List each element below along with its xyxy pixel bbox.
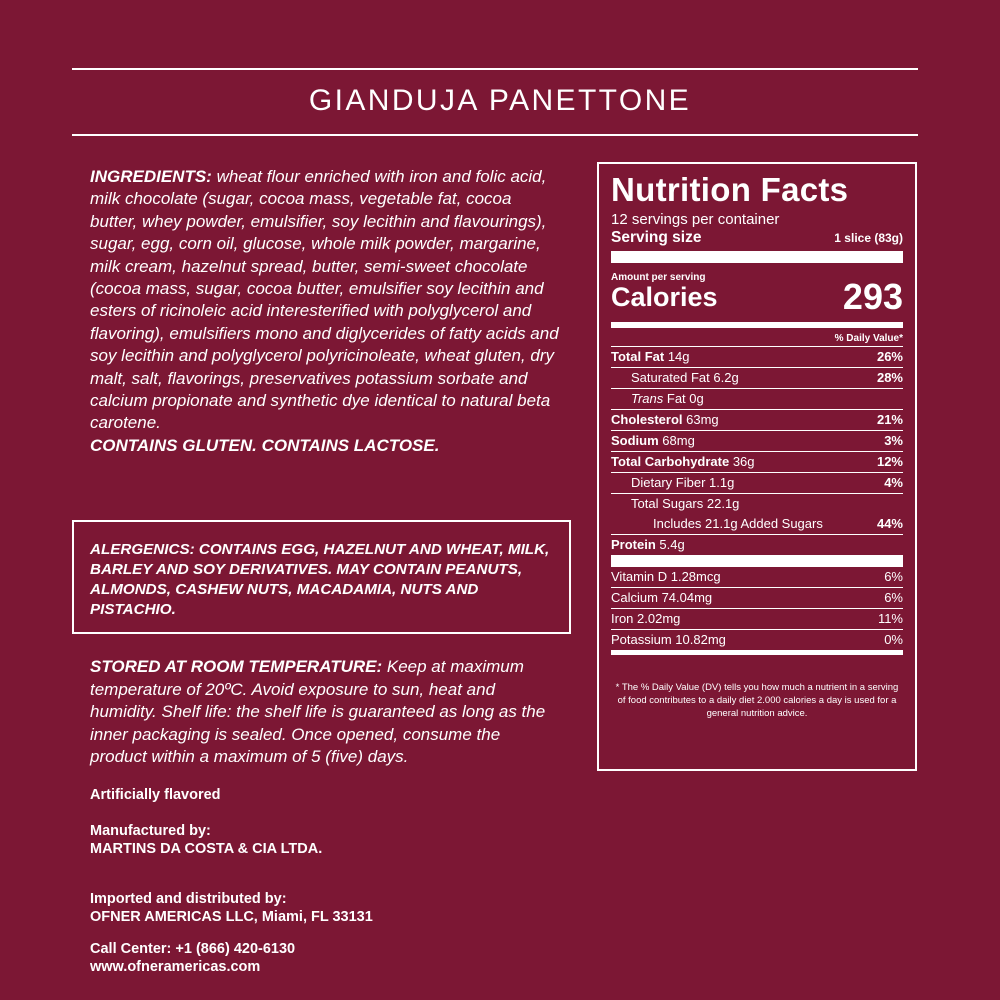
contact-block <box>90 940 295 976</box>
total-fat-amount: 14g <box>664 349 690 364</box>
calcium-label: Calcium 74.04mg <box>611 590 713 605</box>
cholesterol-label: Cholesterol <box>611 412 683 427</box>
medium-divider <box>611 322 903 328</box>
iron-dv: 11% <box>877 611 903 626</box>
sodium-label: Sodium <box>611 433 659 448</box>
iron-row <box>611 608 903 629</box>
call-center: Call Center: +1 (866) 420-6130 <box>90 941 296 957</box>
calories-label: Calories <box>611 282 718 312</box>
added-sugars-label: Includes 21.1g Added Sugars <box>653 516 823 531</box>
sodium-amount: 68mg <box>658 433 695 448</box>
manufacturer-label: Manufactured by: <box>90 823 211 839</box>
flavor-note: Artificially flavored <box>90 787 221 803</box>
thick-divider <box>611 251 903 263</box>
vitamin-d-label: Vitamin D 1.28mcg <box>611 569 721 584</box>
cholesterol-row <box>611 409 903 430</box>
thick-divider-vitamins <box>611 555 903 567</box>
importer-name: OFNER AMERICAS LLC, Miami, FL 33131 <box>90 909 373 925</box>
calcium-dv: 6% <box>884 590 903 605</box>
trans-fat-rest: Fat 0g <box>663 391 704 406</box>
cholesterol-amount: 63mg <box>682 412 719 427</box>
vitamin-d-row <box>611 567 903 587</box>
storage-text: Keep at maximum temperature of 20ºC. Avoid exposure to sun, heat and humidity. Shelf life: the shelf life is guaranteed as long as the inner packaging is sealed. Once opened, consume the product within a maximum of 5 (five) days. <box>90 657 546 767</box>
total-carb-row <box>611 451 903 472</box>
sodium-dv: 3% <box>884 433 903 448</box>
trans-fat-row <box>611 388 903 409</box>
website: www.ofneramericas.com <box>90 959 261 975</box>
footnote-divider <box>611 650 903 655</box>
added-sugars-dv: 44% <box>876 516 903 531</box>
fiber-label: Dietary Fiber 1.1g <box>631 475 735 490</box>
fiber-row <box>611 472 903 493</box>
total-carb-amount: 36g <box>729 454 755 469</box>
amount-per-serving: Amount per serving <box>611 272 706 283</box>
total-sugars-row <box>611 493 903 514</box>
total-carb-label: Total Carbohydrate <box>611 454 730 469</box>
potassium-row <box>611 629 903 650</box>
allergen-text: ALERGENICS: CONTAINS EGG, HAZELNUT AND WHEAT, MILK, BARLEY AND SOY DERIVATIVES. MAY CONTAIN PEANUTS, ALMONDS, CASHEW NUTS, MACADAMIA, NUTS AND PISTACHIO. <box>90 541 550 618</box>
manufacturer-name: MARTINS DA COSTA & CIA LTDA. <box>90 841 323 857</box>
serving-size-row <box>611 229 903 247</box>
serving-size-value: 1 slice (83g) <box>834 231 903 245</box>
calcium-row <box>611 587 903 608</box>
title-bottom-rule <box>72 134 918 136</box>
ingredients-text: wheat flour enriched with iron and folic acid, milk chocolate (sugar, cocoa mass, vegetable fat, cocoa butter, whey powder, emulsifier, soy lecithin and flavourings), sugar, egg, corn oil, glucose, whole milk powder, margarine, milk cream, hazelnut spread, butter, semi-sweet chocolate (cocoa mass, sugar, cocoa butter, emulsifier soy lecithin and esters of ricinoleic acid interesterified with polyglycerol and flavoring), emulsifiers mono and diglycerides of fatty acids and soy lecithin and polyglycerol polyricinoleate, wheat gluten, dry malt, salt, flavorings, preservatives potassium sorbate and calcium propionate and synthetic dye identical to natural beta carotene. <box>90 167 559 433</box>
protein-label: Protein <box>611 537 656 552</box>
calories-value: 293 <box>842 276 903 317</box>
total-fat-label: Total Fat <box>611 349 665 364</box>
nutrition-title: Nutrition Facts <box>611 171 849 208</box>
product-title: GIANDUJA PANETTONE <box>308 84 692 117</box>
saturated-fat-row <box>611 367 903 388</box>
potassium-dv: 0% <box>884 632 903 647</box>
protein-amount: 5.4g <box>655 537 685 552</box>
protein-row <box>611 534 903 555</box>
added-sugars-row <box>611 514 903 534</box>
ingredients-label: INGREDIENTS: <box>90 167 212 186</box>
top-rule <box>72 68 918 70</box>
vitamin-d-dv: 6% <box>884 569 903 584</box>
iron-label: Iron 2.02mg <box>611 611 681 626</box>
daily-value-header: % Daily Value* <box>834 333 903 344</box>
importer-block <box>90 890 373 926</box>
serving-size-label: Serving size <box>611 229 702 246</box>
manufacturer-block <box>90 822 322 858</box>
total-carb-dv: 12% <box>876 454 903 469</box>
servings-per-container: 12 servings per container <box>611 211 780 228</box>
trans-fat-italic: Trans <box>631 391 664 406</box>
storage-label: STORED AT ROOM TEMPERATURE: <box>90 657 383 676</box>
nutrition-facts-panel <box>597 162 917 771</box>
storage-block <box>90 656 560 769</box>
ingredients-block <box>90 166 560 457</box>
total-fat-dv: 26% <box>876 349 903 364</box>
potassium-label: Potassium 10.82mg <box>611 632 726 647</box>
total-sugars-label: Total Sugars 22.1g <box>631 496 740 511</box>
saturated-fat-label: Saturated Fat 6.2g <box>631 370 739 385</box>
total-fat-row <box>611 346 903 367</box>
contains-statement: CONTAINS GLUTEN. CONTAINS LACTOSE. <box>90 435 440 455</box>
sodium-row <box>611 430 903 451</box>
daily-value-footnote: * The % Daily Value (DV) tells you how much a nutrient in a serving of food contributes to a daily diet 2.000 calories a day is used for a general nutrition advice. <box>615 682 899 719</box>
cholesterol-dv: 21% <box>876 412 903 427</box>
saturated-fat-dv: 28% <box>876 370 903 385</box>
allergen-box <box>72 520 571 634</box>
fiber-dv: 4% <box>884 475 903 490</box>
importer-label: Imported and distributed by: <box>90 891 287 907</box>
